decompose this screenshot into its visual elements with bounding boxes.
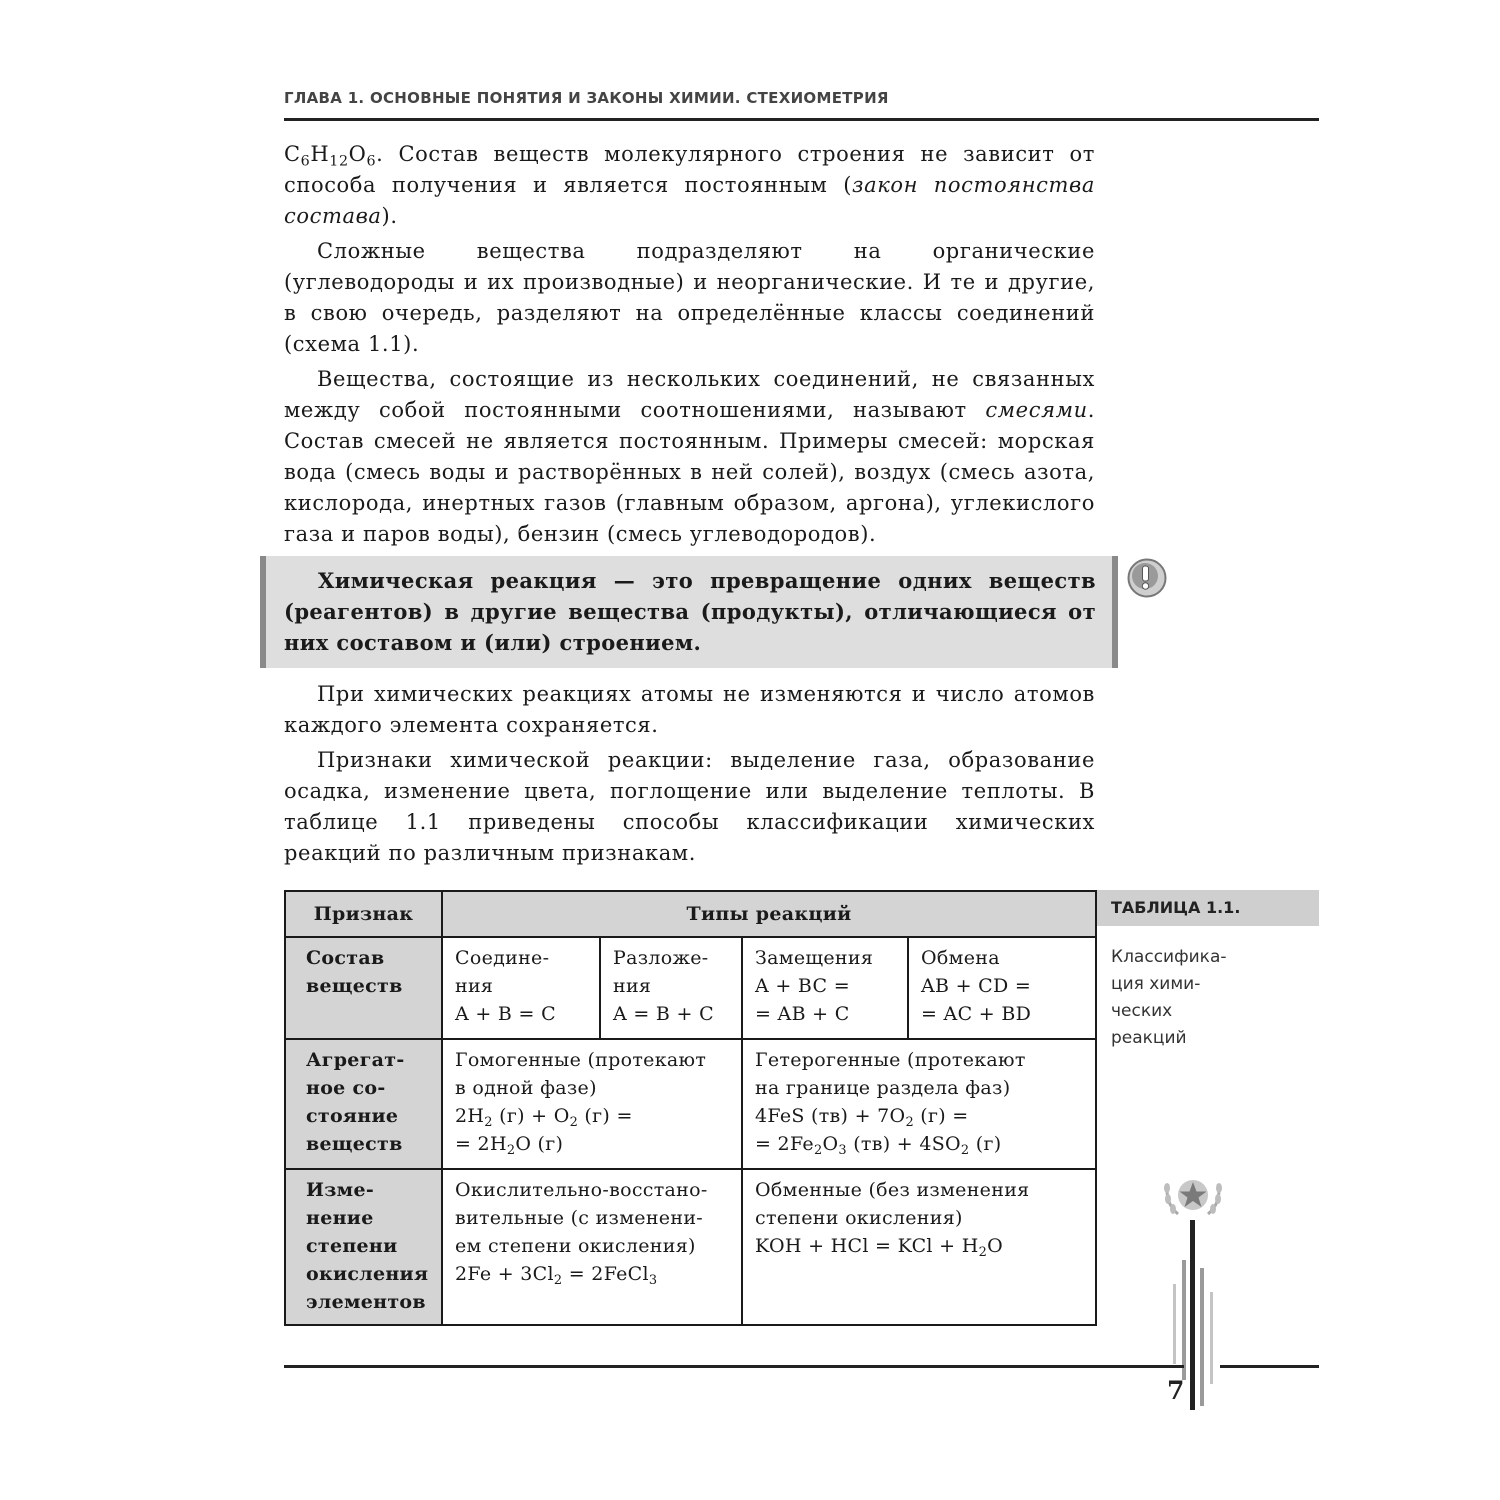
- row-head-oxidation-change: Изме- нение степени окисления элементов: [285, 1169, 442, 1325]
- cell-homogeneous: Гомогенные (протекают в одной фазе) $2H_2$ $(г) + O_2$ (г) = = $2H_2O$ (г): [442, 1039, 742, 1169]
- header-reaction-types: Типы реакций: [442, 891, 1096, 937]
- running-head: ГЛАВА 1. ОСНОВНЫЕ ПОНЯТИЯ И ЗАКОНЫ ХИМИИ. СТЕХИОМЕТРИЯ: [284, 89, 889, 107]
- table-header-row: [285, 891, 1096, 937]
- body-text-middle: [284, 679, 1095, 869]
- table-caption: Классифика- ция хими- ческих реакций: [1111, 947, 1227, 1048]
- table-row: [285, 937, 1096, 1039]
- cell-exchange-no-oxidation: Обменные (без изменения степени окисления) KOH + HCl = KCl + $H_2O$: [742, 1169, 1096, 1325]
- reaction-classification-table: [284, 890, 1097, 1326]
- table-tag: ТАБЛИЦА 1.1.: [1097, 890, 1319, 926]
- row-head-aggregate-state: Агрегат- ное со- стояние веществ: [285, 1039, 442, 1169]
- paragraph-5: Признаки химической реакции: выделение газа, образование осадка, изменение цвета, поглощение или выделение теплоты. В таблице 1.1 приведены способы классификации химических реакций по различным признакам.: [284, 748, 1095, 865]
- table-row: [285, 1039, 1096, 1169]
- cell-heterogeneous: Гетерогенные (протекают на границе раздела фаз) 4FeS $(тв) + 7O_2$ (г) = = $2Fe_2O_3$ $(тв) + 4SO_2$ (г): [742, 1039, 1096, 1169]
- header-feature: Признак: [285, 891, 442, 937]
- body-text-top: [284, 139, 1095, 550]
- cell-redox: Окислительно-восстано- вительные (с изменени- ем степени окисления) $2Fe + 3Cl_2$ = 2FeCl$_3$: [442, 1169, 742, 1325]
- definition-text: Химическая реакция — это превращение одних веществ (реагентов) в другие вещества (продукты), отличающиеся от них составом и (или) строением.: [284, 568, 1096, 655]
- cell-decomposition: Разложе- ния A = B + C: [600, 937, 742, 1039]
- term-mixtures: смесями: [985, 398, 1088, 422]
- table-row: [285, 1169, 1096, 1325]
- paragraph-4: При химических реакциях атомы не изменяются и число атомов каждого элемента сохраняется.: [284, 682, 1095, 737]
- header-rule: [284, 118, 1319, 121]
- footer-rule-right: [1220, 1365, 1319, 1368]
- paragraph-1: $C_6H_{12}O_6$. Состав веществ молекулярного строения не зависит от способа получения и является постоянным (закон постоянства состава).: [284, 142, 1096, 228]
- cell-substitution: Замещения A + BC = = AB + C: [742, 937, 908, 1039]
- paragraph-2: Сложные вещества подразделяют на органические (углеводороды и их производные) и неорганические. И те и другие, в свою очередь, разделяют на определённые классы соединений (схема 1.1).: [284, 239, 1095, 356]
- page-number: 7: [1167, 1376, 1185, 1405]
- cell-combination: Соедине- ния A + B = C: [442, 937, 600, 1039]
- row-head-composition: Состав веществ: [285, 937, 442, 1039]
- definition-box: [260, 556, 1118, 668]
- footer-rule-left: [284, 1365, 1184, 1368]
- term-law-constant-composition: закон постоянства состава: [284, 173, 1096, 228]
- exclamation-icon: [1127, 558, 1167, 598]
- paragraph-3: Вещества, состоящие из нескольких соединений, не связанных между собой постоянными соотношениями, называют смесями. Состав смесей не является постоянным. Примеры смесей: морская вода (смесь воды и растворённых в ней солей), воздух (смесь азота, кислорода, инертных газов (главным образом, аргона), углекислого газа и паров воды), бензин (смесь углеводородов).: [284, 367, 1095, 546]
- cell-exchange: Обмена AB + CD = = AC + BD: [908, 937, 1096, 1039]
